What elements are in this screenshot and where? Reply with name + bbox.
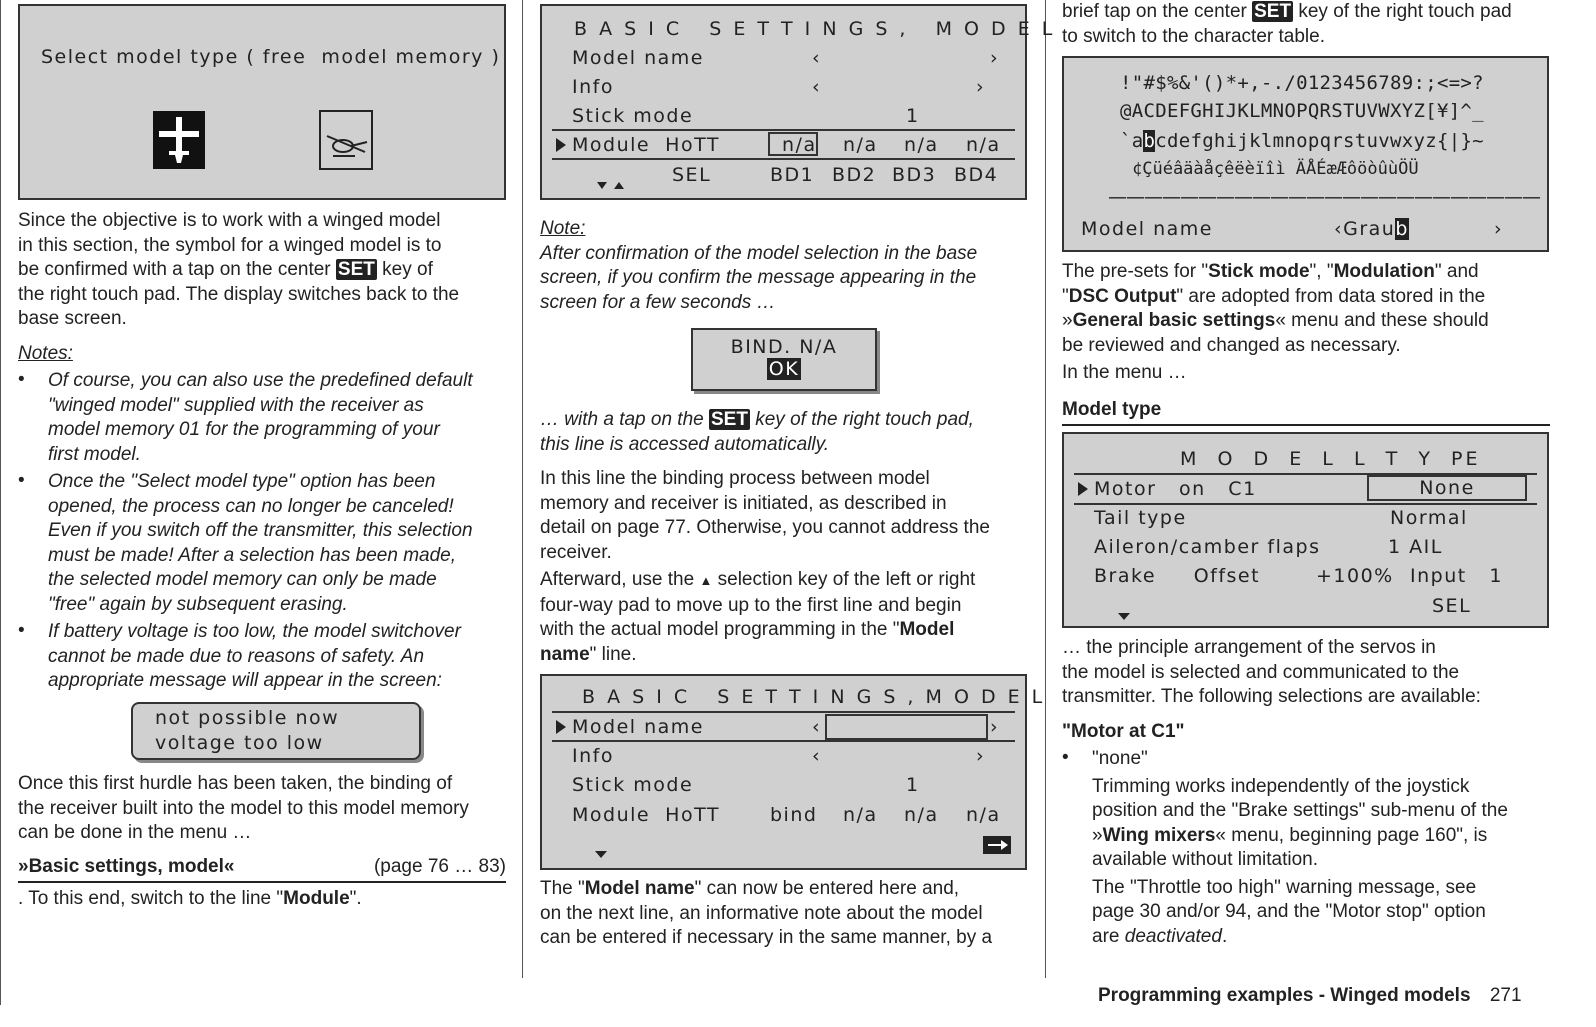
module-hott-row[interactable]: Module HoTT bbox=[572, 804, 720, 826]
motor-on-c1-row[interactable]: Motor on C1 bbox=[1094, 478, 1257, 500]
message-line-2: voltage too low bbox=[155, 732, 324, 754]
info-row[interactable]: Info bbox=[572, 745, 614, 767]
option-none-description: Trimming works independently of the joystick position and the "Brake settings" sub-menu of the »Wing mixers« menu, beginning page 160", is available without limitation. bbox=[1092, 775, 1508, 870]
stick-mode-value: 1 bbox=[906, 105, 920, 127]
brake-offset-value: +100% bbox=[1316, 565, 1394, 587]
tail-type-value: Normal bbox=[1390, 507, 1468, 529]
bind-na-message-box bbox=[691, 328, 877, 391]
aileron-value: 1 AIL bbox=[1388, 536, 1443, 558]
stick-mode-row[interactable]: Stick mode bbox=[572, 105, 694, 127]
bullet: • bbox=[18, 369, 25, 390]
menu-page-ref: (page 76 … 83) bbox=[373, 855, 506, 877]
enter-arrow-icon[interactable] bbox=[983, 836, 1011, 854]
cursor-arrow-icon bbox=[556, 720, 566, 734]
brake-offset-row[interactable]: Brake Offset bbox=[1094, 565, 1261, 587]
bind-slot-4[interactable]: n/a bbox=[966, 134, 1001, 156]
screen-title: B A S I C S E T T I N G S , M O D E L bbox=[582, 686, 1046, 708]
bd1-label: BD1 bbox=[770, 164, 815, 186]
up-arrow-icon: ▲ bbox=[699, 573, 713, 588]
page-number: 271 bbox=[1489, 985, 1522, 1006]
down-arrow-icon bbox=[1118, 604, 1130, 626]
menu-title: »Basic settings, model« bbox=[18, 855, 235, 877]
sel-label: SEL bbox=[672, 164, 712, 186]
char-row-3[interactable]: `abcdefghijklmnopqrstuvwxyz{|}~ bbox=[1120, 130, 1484, 152]
stick-mode-value: 1 bbox=[906, 774, 920, 796]
bind-slot-2[interactable]: n/a bbox=[843, 804, 878, 826]
page-left-border bbox=[0, 0, 1, 1005]
cursor-arrow-icon bbox=[1078, 482, 1088, 496]
char-row-4[interactable]: ¢Çüéâäàåçêëèïîì ÄÅÉæÆôöòûùÖÜ bbox=[1132, 159, 1419, 179]
cursor-arrow-icon bbox=[556, 138, 566, 152]
motor-value-box[interactable] bbox=[1367, 475, 1527, 501]
notes-heading: Notes: bbox=[18, 342, 73, 364]
message-line-1: not possible now bbox=[155, 707, 340, 729]
bullet: • bbox=[18, 470, 25, 491]
screen-title: M O D E L L T Y PE bbox=[1180, 448, 1481, 470]
bind-slot-1: n/a bbox=[782, 134, 817, 156]
model-name-input[interactable] bbox=[825, 714, 988, 740]
char-row-1[interactable]: !"#$%&'()*+,-./0123456789:;<=>? bbox=[1120, 72, 1484, 94]
option-none bbox=[1062, 747, 1550, 949]
note-text: After confirmation of the model selection in the base screen, if you confirm the message appearing in the screen for a few seconds … bbox=[540, 242, 978, 313]
binding-paragraph: Once this first hurdle has been taken, the binding of the receiver built into the model to this model memory can be done in the menu … bbox=[18, 773, 469, 843]
bind-slot-3[interactable]: n/a bbox=[904, 804, 939, 826]
model-type-heading: Model type bbox=[1062, 398, 1550, 427]
model-name-row[interactable]: Model name bbox=[572, 47, 704, 69]
screen-title: B A S I C S E T T I N G S , M O D E L bbox=[574, 18, 1056, 40]
bind-slot-4[interactable]: n/a bbox=[966, 804, 1001, 826]
right-bracket: › bbox=[976, 745, 986, 767]
presets-paragraph: The pre-sets for "Stick mode", "Modulation" and "DSC Output" are adopted from data stored in the »General basic settings« menu and these should be reviewed and changed as necessary. bbox=[1062, 261, 1489, 356]
left-bracket: ‹ bbox=[812, 716, 822, 738]
helicopter-model-icon[interactable] bbox=[319, 110, 373, 170]
right-bracket: › bbox=[990, 47, 1000, 69]
bullet: • bbox=[18, 620, 25, 641]
bd3-label: BD3 bbox=[892, 164, 937, 186]
model-name-paragraph: The "Model name" can now be entered here and, on the next line, an informative note about the model can be entered if necessary in the same manner, by a bbox=[540, 878, 993, 948]
motor-at-c1-heading: "Motor at C1" bbox=[1062, 720, 1185, 742]
bullet: • bbox=[1062, 747, 1069, 768]
note-heading: Note: bbox=[540, 218, 586, 239]
note-item-3: • If battery voltage is too low, the model switchover cannot be made due to reasons of safety. An appropriate message will appear in the screen: bbox=[18, 620, 461, 691]
set-key-badge: SET bbox=[1254, 1, 1292, 22]
footer-title: Programming examples - Winged models bbox=[1098, 985, 1471, 1006]
throttle-warning-text: The "Throttle too high" warning message, see page 30 and/or 94, and the "Motor stop" option are deactivated. bbox=[1092, 876, 1486, 947]
separator-dashes: ———————————————————————— bbox=[1108, 186, 1540, 208]
character-table-screen bbox=[1062, 56, 1549, 252]
screen-title: Select model type ( free model memory ) bbox=[41, 46, 501, 68]
auto-access-text: … with a tap on the SET key of the right touch pad, this line is accessed automatically. bbox=[540, 409, 974, 455]
bind-slot-2[interactable]: n/a bbox=[843, 134, 878, 156]
bind-slot-1[interactable]: bind bbox=[770, 804, 818, 826]
binding-process-paragraph: In this line the binding process between model memory and receiver is initiated, as described in detail on page 77. Otherwise, you cannot address the receiver. bbox=[540, 468, 990, 563]
basic-settings-model-screen-2 bbox=[540, 674, 1046, 870]
sel-label: SEL bbox=[1432, 595, 1472, 617]
winged-model-icon[interactable] bbox=[153, 111, 205, 169]
low-voltage-message-box bbox=[131, 702, 421, 760]
right-bracket: › bbox=[990, 716, 1000, 738]
brake-input-value: Input 1 bbox=[1410, 565, 1503, 587]
module-hott-row[interactable]: Module HoTT bbox=[572, 134, 720, 156]
left-bracket: ‹ bbox=[812, 47, 822, 69]
column-divider-2 bbox=[1045, 0, 1046, 978]
left-bracket: ‹ bbox=[812, 76, 822, 98]
menu-reference-line bbox=[18, 856, 506, 883]
basic-settings-model-screen-1 bbox=[540, 4, 1056, 200]
model-name-value[interactable]: ‹Graub bbox=[1334, 218, 1409, 240]
bind-slot-3[interactable]: n/a bbox=[904, 134, 939, 156]
tail-type-row[interactable]: Tail type bbox=[1094, 507, 1187, 529]
bd2-label: BD2 bbox=[832, 164, 877, 186]
model-type-screen bbox=[1062, 432, 1549, 628]
intro-paragraph: Since the objective is to work with a winged model in this section, the symbol for a winged model is to be confirmed with a tap on the center SET key of the right touch pad. The display switches back to the base screen. bbox=[18, 210, 460, 329]
servo-arrangement-paragraph: … the principle arrangement of the servos in the model is selected and communicated to the transmitter. The following selections are available: bbox=[1062, 637, 1481, 707]
left-bracket: ‹ bbox=[812, 745, 822, 767]
char-row-2[interactable]: @ACDEFGHIJKLMNOPQRSTUVWXYZ[¥]^_ bbox=[1120, 100, 1484, 122]
down-arrow-icon bbox=[595, 842, 607, 864]
select-model-type-screen bbox=[18, 4, 506, 200]
selected-char[interactable]: b bbox=[1143, 130, 1156, 152]
model-name-row[interactable]: Model name bbox=[572, 716, 704, 738]
in-the-menu-text: In the menu … bbox=[1062, 362, 1187, 383]
stick-mode-row[interactable]: Stick mode bbox=[572, 774, 694, 796]
right-bracket: › bbox=[1494, 218, 1504, 240]
module-instruction: . To this end, switch to the line "Module". bbox=[18, 887, 362, 909]
note-item-1: • Of course, you can also use the predefined default "winged model" supplied with the receiver as model memory 01 for the programming of your first model. bbox=[18, 369, 473, 465]
down-up-arrows-icon bbox=[597, 173, 627, 195]
aileron-camber-row[interactable]: Aileron/camber flaps bbox=[1094, 536, 1321, 558]
set-key-badge: SET bbox=[337, 259, 375, 280]
set-key-badge: SET bbox=[711, 409, 748, 430]
right-bracket: › bbox=[976, 76, 986, 98]
ok-button[interactable]: OK bbox=[768, 358, 800, 380]
bd4-label: BD4 bbox=[954, 164, 999, 186]
model-name-label: Model name bbox=[1081, 218, 1213, 240]
note-item-2: • Once the "Select model type" option has been opened, the process can no longer be canceled! Even if you switch off the transmitter, this selection must be made! After a selection has been made, the selected model memory can only be made "free" again by subsequent erasing. bbox=[18, 470, 473, 615]
column-divider-1 bbox=[522, 0, 523, 978]
bind-na-text: BIND. N/A bbox=[730, 336, 838, 358]
page-footer bbox=[1098, 985, 1522, 1007]
char-table-intro: brief tap on the center SET key of the right touch pad to switch to the character table. bbox=[1062, 1, 1512, 47]
afterward-paragraph: Afterward, use the ▲ selection key of the left or right four-way pad to move up to the first line and begin with the actual model programming in the "Model name" line. bbox=[540, 569, 976, 665]
option-none-label: "none" bbox=[1092, 748, 1148, 769]
motor-value: None bbox=[1419, 477, 1475, 499]
info-row[interactable]: Info bbox=[572, 76, 614, 98]
